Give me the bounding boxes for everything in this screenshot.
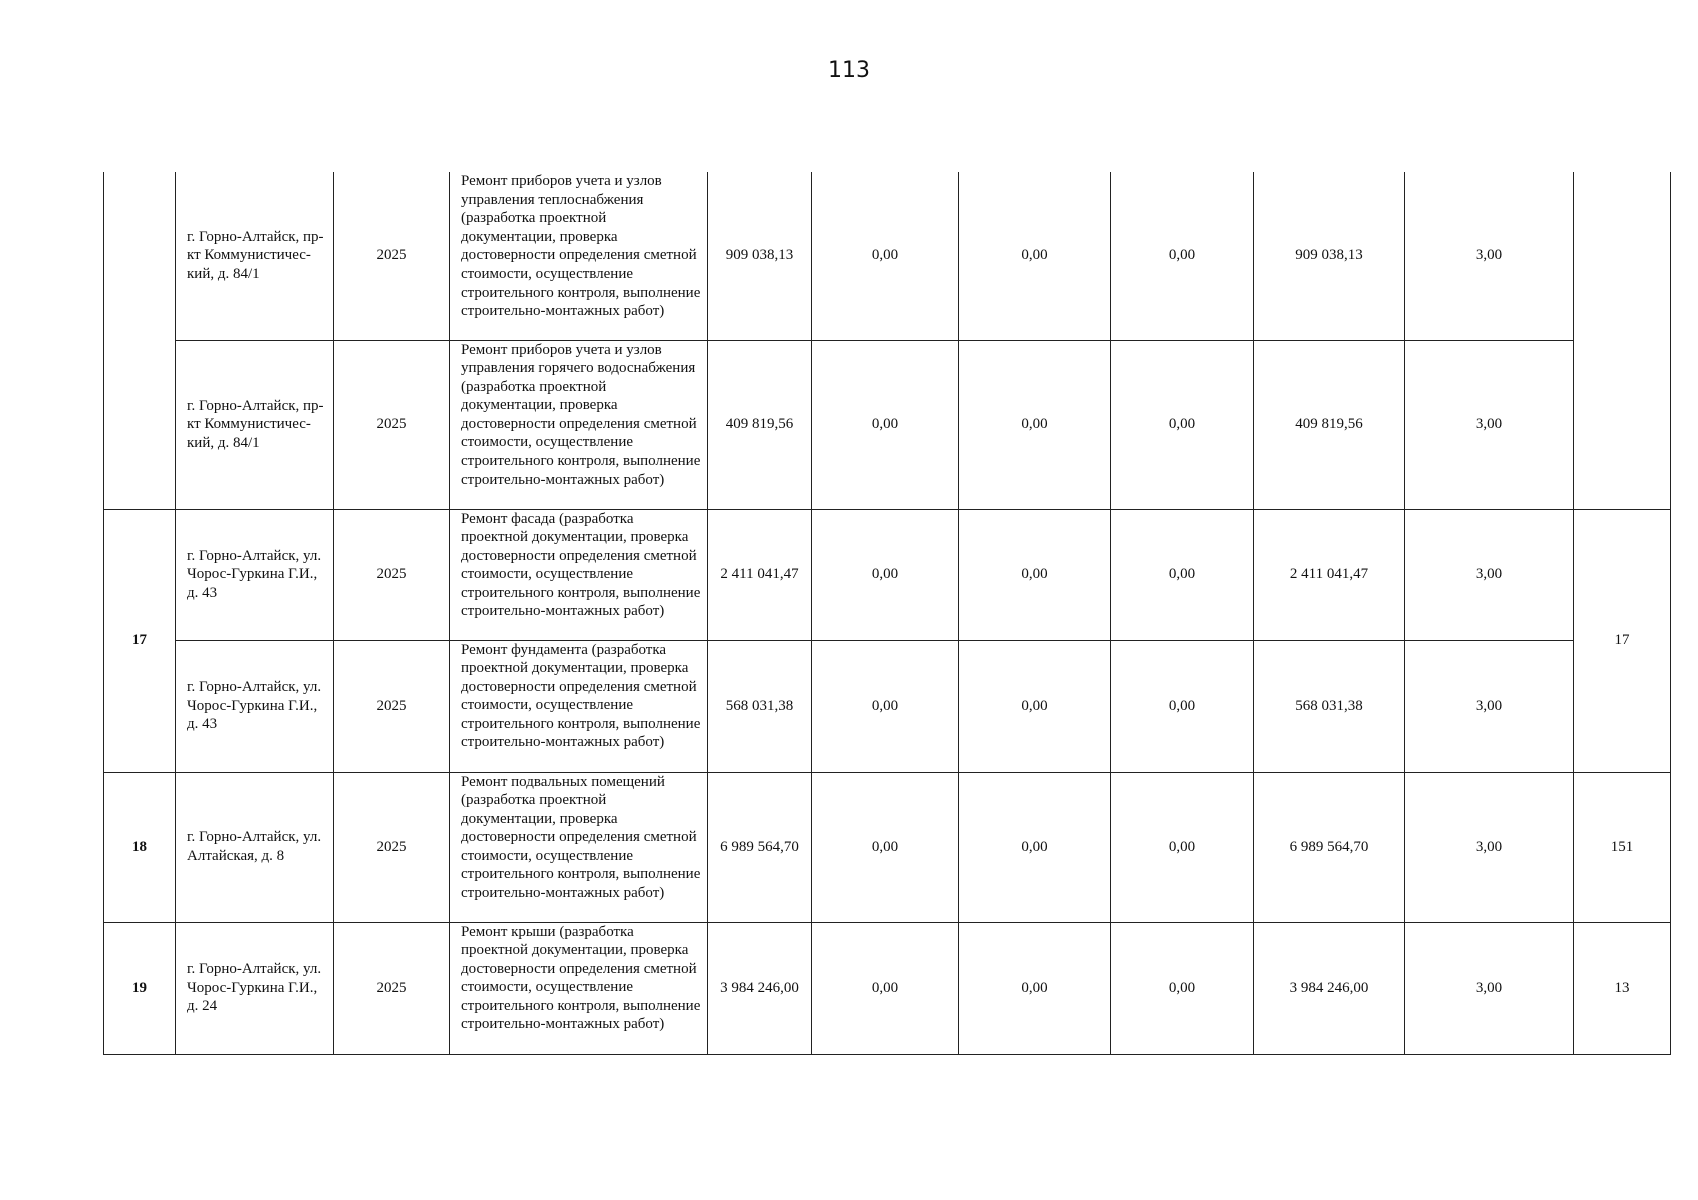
cost-cell-4: 568 031,38 xyxy=(1254,640,1405,772)
row-number-cell: 19 xyxy=(104,922,176,1054)
work-description-cell: Ремонт приборов учета и узлов управления теплоснабжения (разработка проектной документации, проверка достоверности определения сметной стоимости, осуществление строительного контроля, выполнение строительно-монтажных работ) xyxy=(450,172,708,340)
table-row xyxy=(104,772,1671,922)
total-cost-cell: 6 989 564,70 xyxy=(708,772,812,922)
rate-cell: 3,00 xyxy=(1405,172,1574,340)
cost-cell-4: 6 989 564,70 xyxy=(1254,772,1405,922)
year-cell: 2025 xyxy=(334,922,450,1054)
rate-cell: 3,00 xyxy=(1405,640,1574,772)
rate-cell: 3,00 xyxy=(1405,772,1574,922)
last-column-cell: 17 xyxy=(1574,509,1671,772)
year-cell: 2025 xyxy=(334,772,450,922)
work-description-cell: Ремонт приборов учета и узлов управления горячего водоснабжения (разработка проектной документации, проверка достоверности определения сметной стоимости, осуществление строительного контроля, выполнение строительно-монтажных работ) xyxy=(450,340,708,509)
table-row xyxy=(104,509,1671,640)
last-column-cell: 151 xyxy=(1574,772,1671,922)
cost-cell-1: 0,00 xyxy=(812,340,959,509)
last-column-cell xyxy=(1574,172,1671,509)
address-cell: г. Горно-Алтайск, ул. Чорос-Гуркина Г.И., д. 43 xyxy=(176,640,334,772)
address-cell: г. Горно-Алтайск, ул. Чорос-Гуркина Г.И., д. 43 xyxy=(176,509,334,640)
row-number-cell: 17 xyxy=(104,509,176,772)
cost-cell-1: 0,00 xyxy=(812,172,959,340)
rate-cell: 3,00 xyxy=(1405,509,1574,640)
cost-cell-2: 0,00 xyxy=(959,640,1111,772)
table-row xyxy=(104,640,1671,772)
repair-plan-table xyxy=(103,172,1671,1055)
cost-cell-4: 3 984 246,00 xyxy=(1254,922,1405,1054)
year-cell: 2025 xyxy=(334,340,450,509)
cost-cell-2: 0,00 xyxy=(959,340,1111,509)
total-cost-cell: 568 031,38 xyxy=(708,640,812,772)
cost-cell-2: 0,00 xyxy=(959,772,1111,922)
rate-cell: 3,00 xyxy=(1405,340,1574,509)
total-cost-cell: 2 411 041,47 xyxy=(708,509,812,640)
cost-cell-1: 0,00 xyxy=(812,772,959,922)
cost-cell-3: 0,00 xyxy=(1111,340,1254,509)
rate-cell: 3,00 xyxy=(1405,922,1574,1054)
cost-cell-1: 0,00 xyxy=(812,922,959,1054)
cost-cell-1: 0,00 xyxy=(812,509,959,640)
year-cell: 2025 xyxy=(334,172,450,340)
work-description-cell: Ремонт подвальных помещений (разработка проектной документации, проверка достоверности определения сметной стоимости, осуществление строительного контроля, выполнение строительно-монтажных работ) xyxy=(450,772,708,922)
total-cost-cell: 409 819,56 xyxy=(708,340,812,509)
total-cost-cell: 909 038,13 xyxy=(708,172,812,340)
year-cell: 2025 xyxy=(334,640,450,772)
work-description-cell: Ремонт крыши (разработка проектной документации, проверка достоверности определения сметной стоимости, осуществление строительного контроля, выполнение строительно-монтажных работ) xyxy=(450,922,708,1054)
cost-cell-2: 0,00 xyxy=(959,172,1111,340)
work-description-cell: Ремонт фундамента (разработка проектной документации, проверка достоверности определения сметной стоимости, осуществление строительного контроля, выполнение строительно-монтажных работ) xyxy=(450,640,708,772)
cost-cell-4: 2 411 041,47 xyxy=(1254,509,1405,640)
row-number-cell xyxy=(104,172,176,509)
year-cell: 2025 xyxy=(334,509,450,640)
cost-cell-2: 0,00 xyxy=(959,509,1111,640)
cost-cell-3: 0,00 xyxy=(1111,172,1254,340)
table-row xyxy=(104,172,1671,340)
cost-cell-1: 0,00 xyxy=(812,640,959,772)
total-cost-cell: 3 984 246,00 xyxy=(708,922,812,1054)
address-cell: г. Горно-Алтайск, пр-кт Коммунистичес-кий, д. 84/1 xyxy=(176,172,334,340)
address-cell: г. Горно-Алтайск, пр-кт Коммунистичес-кий, д. 84/1 xyxy=(176,340,334,509)
last-column-cell: 13 xyxy=(1574,922,1671,1054)
work-description-cell: Ремонт фасада (разработка проектной документации, проверка достоверности определения сметной стоимости, осуществление строительного контроля, выполнение строительно-монтажных работ) xyxy=(450,509,708,640)
cost-cell-3: 0,00 xyxy=(1111,509,1254,640)
cost-cell-3: 0,00 xyxy=(1111,640,1254,772)
address-cell: г. Горно-Алтайск, ул. Чорос-Гуркина Г.И., д. 24 xyxy=(176,922,334,1054)
row-number-cell: 18 xyxy=(104,772,176,922)
table-row xyxy=(104,922,1671,1054)
page-number: 113 xyxy=(828,58,870,83)
cost-cell-2: 0,00 xyxy=(959,922,1111,1054)
cost-cell-3: 0,00 xyxy=(1111,772,1254,922)
address-cell: г. Горно-Алтайск, ул. Алтайская, д. 8 xyxy=(176,772,334,922)
cost-cell-4: 909 038,13 xyxy=(1254,172,1405,340)
cost-cell-4: 409 819,56 xyxy=(1254,340,1405,509)
table-row xyxy=(104,340,1671,509)
cost-cell-3: 0,00 xyxy=(1111,922,1254,1054)
